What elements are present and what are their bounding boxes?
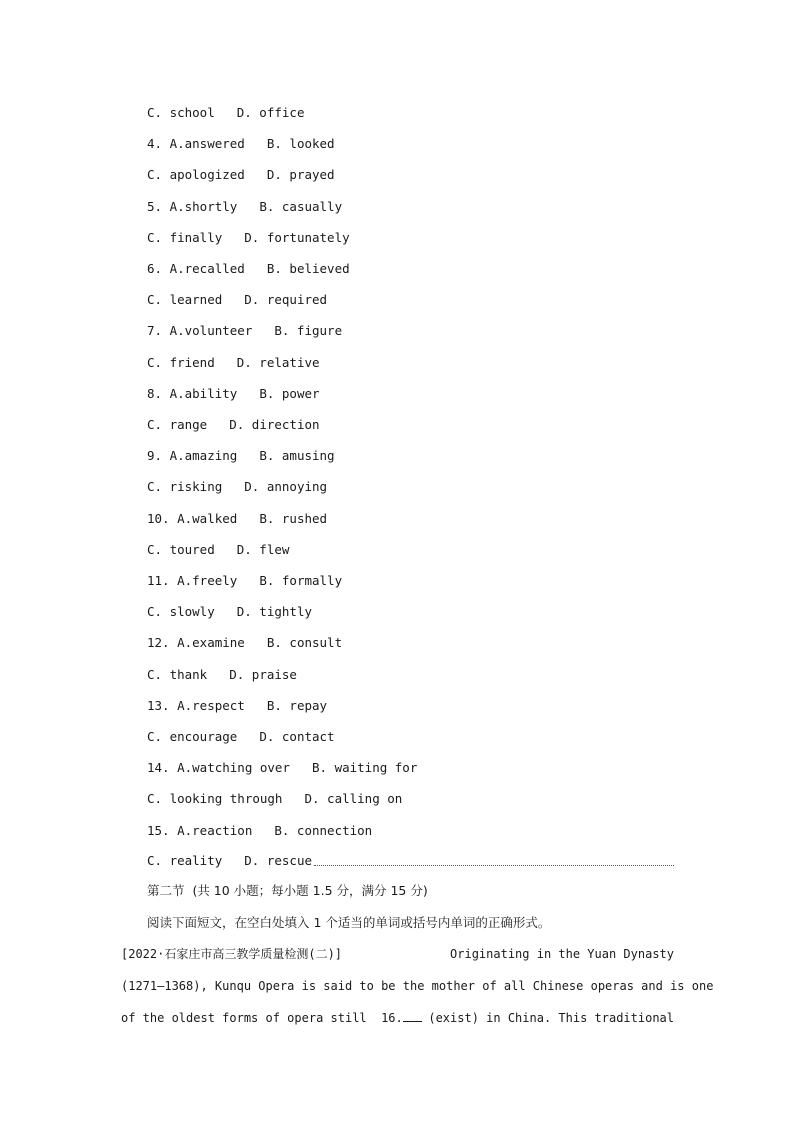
option-line xyxy=(147,791,402,807)
option-line xyxy=(147,292,327,308)
option-line xyxy=(147,199,342,215)
option-line xyxy=(147,573,342,589)
option-left: 10. A.walked xyxy=(147,511,238,526)
option-left: C. friend xyxy=(147,355,215,370)
last-option-line xyxy=(147,853,674,869)
option-right: B. formally xyxy=(259,573,343,588)
option-right: D. prayed xyxy=(266,167,335,182)
option-right: D. contact xyxy=(259,729,335,744)
option-right: B. consult xyxy=(266,635,343,650)
option-line xyxy=(147,355,320,371)
passage-line-2 xyxy=(121,978,714,994)
option-left: C. thank xyxy=(147,667,208,682)
option-line xyxy=(147,667,297,683)
option-left: C. risking xyxy=(147,479,223,494)
passage-line-3 xyxy=(121,1010,674,1026)
option-left: 5. A.shortly xyxy=(147,199,238,214)
option-line xyxy=(147,261,350,277)
option-line xyxy=(147,698,327,714)
option-left: 7. A.volunteer xyxy=(147,323,253,338)
option-right: D. annoying xyxy=(244,479,328,494)
option-right: D. required xyxy=(244,292,328,307)
option-line xyxy=(147,323,342,339)
option-right: B. looked xyxy=(266,136,335,151)
section-heading: 第二节 (共 10 小题；每小题 1.5 分，满分 15 分) xyxy=(147,883,428,898)
option-line xyxy=(147,729,335,745)
option-line xyxy=(147,386,320,402)
passage-line-1 xyxy=(121,946,674,962)
option-left: 8. A.ability xyxy=(147,386,238,401)
option-left: 12. A.examine xyxy=(147,635,245,650)
option-line xyxy=(147,511,327,527)
option-right: D. tightly xyxy=(236,604,312,619)
option-line xyxy=(147,479,327,495)
option-left: C. encourage xyxy=(147,729,238,744)
option-right: D. office xyxy=(236,105,305,120)
option-right: B. figure xyxy=(274,323,343,338)
option-left: C. learned xyxy=(147,292,223,307)
option-left: C. looking through xyxy=(147,791,283,806)
option-right: D. direction xyxy=(229,417,320,432)
option-line xyxy=(147,105,304,121)
dotted-divider xyxy=(314,865,674,866)
option-line xyxy=(147,635,342,651)
passage-line-3-start: of the oldest forms of opera still 16. xyxy=(121,1011,403,1025)
option-line xyxy=(147,760,417,776)
option-left: 15. A.reaction xyxy=(147,823,253,838)
answer-blank-16[interactable] xyxy=(403,1010,423,1022)
option-right: D. praise xyxy=(229,667,297,682)
option-right: B. waiting for xyxy=(312,760,418,775)
option-line xyxy=(147,823,372,839)
option-left: C. range xyxy=(147,417,208,432)
option-right: D. flew xyxy=(236,542,290,557)
option-left: C. toured xyxy=(147,542,215,557)
passage-line-3-end: (exist) in China. This traditional xyxy=(428,1011,674,1025)
option-right: B. power xyxy=(259,386,320,401)
option-left: C. apologized xyxy=(147,167,245,182)
option-right: B. repay xyxy=(266,698,328,713)
option-line xyxy=(147,604,312,620)
passage-line-2-text: (1271—1368), Kunqu Opera is said to be the mother of all Chinese operas and is one xyxy=(121,979,714,993)
option-right: B. rushed xyxy=(259,511,328,526)
option-d-rescue: D. rescue xyxy=(244,853,312,868)
option-left: C. school xyxy=(147,105,215,120)
option-right: B. believed xyxy=(266,261,350,276)
option-c-reality: C. reality xyxy=(147,853,223,868)
option-line xyxy=(147,230,350,246)
option-left: C. slowly xyxy=(147,604,215,619)
option-right: D. calling on xyxy=(304,791,403,806)
option-right: D. relative xyxy=(236,355,320,370)
option-line xyxy=(147,136,335,152)
option-left: C. finally xyxy=(147,230,223,245)
option-right: B. connection xyxy=(274,823,373,838)
option-left: 4. A.answered xyxy=(147,136,245,151)
option-line xyxy=(147,417,320,433)
option-right: D. fortunately xyxy=(244,230,350,245)
passage-source: [2022·石家庄市高三教学质量检测(二)] xyxy=(121,947,343,961)
option-line xyxy=(147,167,335,183)
option-left: 6. A.recalled xyxy=(147,261,245,276)
option-left: 11. A.freely xyxy=(147,573,238,588)
option-left: 14. A.watching over xyxy=(147,760,290,775)
section-instruction: 阅读下面短文，在空白处填入 1 个适当的单词或括号内单词的正确形式。 xyxy=(147,915,551,930)
option-right: B. amusing xyxy=(259,448,335,463)
option-line xyxy=(147,542,289,558)
option-left: 9. A.amazing xyxy=(147,448,238,463)
passage-line-1-text: Originating in the Yuan Dynasty xyxy=(450,947,674,961)
option-right: B. casually xyxy=(259,199,343,214)
option-left: 13. A.respect xyxy=(147,698,245,713)
option-line xyxy=(147,448,335,464)
